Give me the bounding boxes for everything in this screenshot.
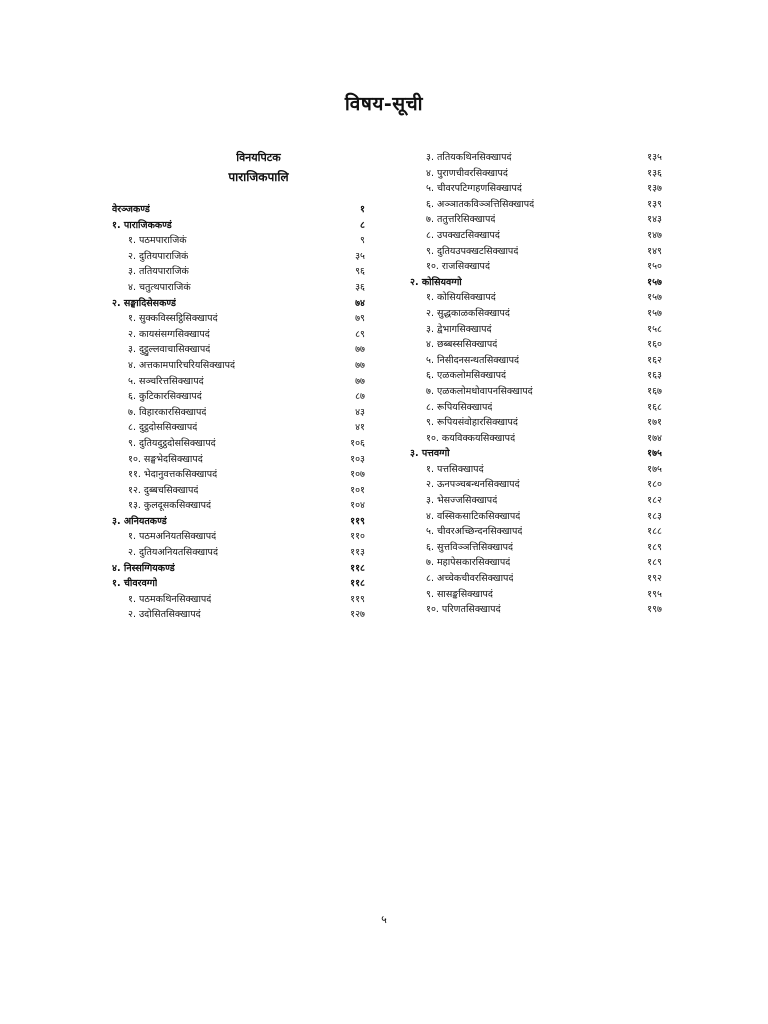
toc-entry-label: १०. राजसिक्खापदं: [426, 261, 490, 273]
toc-entry-label: ३. भेसज्जसिक्खापदं: [426, 495, 498, 507]
toc-entry-page-number: ३५: [355, 250, 365, 262]
toc-entry[interactable]: [410, 306, 662, 322]
toc-entry[interactable]: [112, 202, 365, 218]
toc-entry[interactable]: [410, 337, 662, 353]
toc-entry[interactable]: [410, 571, 662, 587]
toc-entry-page-number: १४९: [647, 245, 662, 257]
toc-entry-label: ५. निसीदनसन्थतसिक्खापदं: [426, 354, 520, 366]
toc-entry-label: १०. परिणतसिक्खापदं: [426, 604, 501, 616]
toc-entry-page-number: १०४: [350, 500, 365, 512]
toc-entry-label: ३. ततियपाराजिकं: [128, 266, 189, 278]
toc-entry[interactable]: [410, 181, 662, 197]
toc-entry[interactable]: [410, 540, 662, 556]
toc-entry-page-number: ९: [360, 235, 365, 247]
toc-entry-page-number: १६०: [647, 339, 662, 351]
toc-entry[interactable]: [410, 509, 662, 525]
toc-entry-page-number: १५०: [647, 261, 662, 273]
toc-entry-page-number: ४३: [355, 406, 365, 418]
toc-entry-page-number: १९७: [647, 604, 662, 616]
toc-entry-label: ९. दुतियदुट्ठदोससिक्खापदं: [128, 437, 216, 449]
toc-entry[interactable]: [112, 498, 365, 514]
toc-entry-label: १०. सङ्घभेदसिक्खापदं: [128, 453, 203, 465]
toc-entry-label: ८. रूपियसिक्खापदं: [426, 401, 493, 413]
toc-entry[interactable]: [410, 400, 662, 416]
toc-entry-label: ७. एळकलोमधोवापनसिक्खापदं: [426, 385, 533, 397]
toc-entry[interactable]: [112, 514, 365, 530]
toc-entry-label: २. उदोसितसिक्खापदं: [128, 609, 201, 621]
toc-entry[interactable]: [410, 353, 662, 369]
toc-entry-page-number: ७७: [355, 375, 365, 387]
toc-entry-label: ५. चीवरअच्छिन्दनसिक्खापदं: [426, 526, 523, 538]
toc-entry-label: ३. अनियतकण्डं: [112, 515, 167, 527]
toc-entry-label: ३. दुट्ठुल्लवाचासिक्खापदं: [128, 344, 211, 356]
toc-entry[interactable]: [112, 545, 365, 561]
book-subheading: पाराजिकपालि: [228, 170, 289, 184]
toc-entry-page-number: १२७: [350, 609, 365, 621]
toc-entry-label: १. पठमकथिनसिक्खापदं: [128, 593, 212, 605]
toc-entry-page-number: १७१: [647, 417, 662, 429]
toc-entry-label: ११. भेदानुवत्तकसिक्खापदं: [128, 469, 218, 481]
toc-entry-page-number: १०७: [350, 469, 365, 481]
toc-entry-label: ८. दुट्ठदोससिक्खापदं: [128, 422, 198, 434]
toc-entry-label: ३. पत्तवग्गो: [410, 448, 450, 460]
page-number: ५: [381, 913, 387, 926]
toc-entry[interactable]: [112, 389, 365, 405]
toc-entry-page-number: १७५: [647, 448, 662, 460]
toc-entry-page-number: ११९: [350, 515, 365, 527]
toc-entry[interactable]: [112, 529, 365, 545]
toc-entry[interactable]: [112, 311, 365, 327]
toc-entry[interactable]: [112, 264, 365, 280]
toc-entry[interactable]: [410, 212, 662, 228]
toc-entry[interactable]: [410, 197, 662, 213]
toc-entry[interactable]: [410, 524, 662, 540]
toc-entry[interactable]: [410, 431, 662, 447]
toc-entry-page-number: ७७: [355, 344, 365, 356]
toc-entry-page-number: १६८: [647, 401, 662, 413]
toc-entry[interactable]: [410, 477, 662, 493]
toc-entry-page-number: १३६: [647, 167, 662, 179]
toc-entry-page-number: १६७: [647, 385, 662, 397]
toc-entry[interactable]: [410, 587, 662, 603]
toc-entry[interactable]: [112, 483, 365, 499]
toc-entry-page-number: १०१: [350, 484, 365, 496]
toc-entry-label: १. पत्तसिक्खापदं: [426, 463, 484, 475]
toc-entry[interactable]: [112, 358, 365, 374]
toc-entry-label: ८. अच्चेकचीवरसिक्खापदं: [426, 573, 514, 585]
toc-entry-label: २. सङ्घादिसेसकण्डं: [112, 297, 176, 309]
toc-entry[interactable]: [112, 607, 365, 623]
toc-entry-page-number: ८७: [355, 391, 365, 403]
toc-entry-label: ४. निस्सग्गियकण्डं: [112, 562, 175, 574]
toc-entry[interactable]: [112, 374, 365, 390]
toc-entry[interactable]: [112, 233, 365, 249]
toc-entry-page-number: ४१: [355, 422, 365, 434]
toc-entry-label: ४. पुराणचीवरसिक्खापदं: [426, 167, 508, 179]
toc-entry-label: ६. सुत्तविञ्ञत्तिसिक्खापदं: [426, 541, 514, 553]
toc-entry[interactable]: [112, 420, 365, 436]
toc-column-left: [112, 150, 365, 623]
toc-entry-label: २. ऊनपञ्चबन्धनसिक्खापदं: [426, 479, 520, 491]
toc-entry-page-number: १०३: [350, 453, 365, 465]
toc-entry-page-number: १६२: [647, 354, 662, 366]
toc-entry-label: ७. विहारकारसिक्खापदं: [128, 406, 207, 418]
toc-entry-page-number: ११३: [350, 547, 365, 559]
toc-entry-label: ४. अत्तकामपारिचरियसिक्खापदं: [128, 359, 236, 371]
toc-entry-label: १२. दुब्बचसिक्खापदं: [128, 484, 199, 496]
toc-entry-label: ३. द्वेभागसिक्खापदं: [426, 323, 492, 335]
toc-entry[interactable]: [410, 415, 662, 431]
toc-entry[interactable]: [112, 249, 365, 265]
toc-entry[interactable]: [112, 342, 365, 358]
toc-entry[interactable]: [410, 322, 662, 338]
toc-entry-label: १०. कयविक्कयसिक्खापदं: [426, 432, 516, 444]
toc-entry-label: ८. उपक्खटसिक्खापदं: [426, 229, 500, 241]
toc-entry-label: १. कोसियसिक्खापदं: [426, 292, 496, 304]
toc-entry[interactable]: [410, 446, 662, 462]
toc-entry-label: ५. चीवरपटिग्गहणसिक्खापदं: [426, 183, 522, 195]
toc-entry-label: २. सुद्धकाळकसिक्खापदं: [426, 307, 510, 319]
toc-entry-page-number: १५७: [647, 292, 662, 304]
toc-entry-page-number: १५७: [647, 276, 662, 288]
toc-entry-page-number: १३५: [647, 152, 662, 163]
toc-entry-label: वेरञ्जकण्डं: [112, 204, 150, 215]
toc-entry[interactable]: [112, 452, 365, 468]
toc-entry-page-number: ८: [360, 219, 365, 231]
toc-entry-page-number: १८८: [647, 526, 662, 538]
toc-entry[interactable]: [410, 228, 662, 244]
toc-entry-page-number: ११९: [350, 593, 365, 605]
toc-entry-label: ४. चतुत्थपाराजिकं: [128, 281, 191, 293]
toc-entry-page-number: ७७: [355, 359, 365, 371]
toc-entry-page-number: १८३: [647, 510, 662, 522]
toc-entry-page-number: ८९: [355, 328, 365, 340]
toc-entry-label: १. पठमअनियतसिक्खापदं: [128, 531, 217, 543]
toc-entry[interactable]: [410, 166, 662, 182]
toc-entry-label: ९. दुतियउपक्खटसिक्खापदं: [426, 245, 519, 257]
toc-entry[interactable]: [410, 244, 662, 260]
toc-entry-page-number: ९६: [355, 266, 365, 278]
toc-entry[interactable]: [410, 602, 662, 618]
toc-entry[interactable]: [112, 280, 365, 296]
toc-entry-label: १. चीवरवग्गो: [112, 578, 158, 590]
toc-entry-page-number: ३६: [355, 281, 365, 293]
toc-entry-page-number: १५८: [647, 323, 662, 335]
toc-entry[interactable]: [410, 462, 662, 478]
toc-entry-label: ९. रूपियसंवोहारसिक्खापदं: [426, 417, 518, 429]
toc-entry-page-number: ११८: [350, 562, 365, 574]
toc-entry-label: ४. छब्बस्ससिक्खापदं: [426, 339, 498, 351]
toc-entry-label: ६. एळकलोमसिक्खापदं: [426, 370, 507, 382]
toc-list-left: [112, 202, 365, 623]
toc-column-right: [410, 150, 662, 618]
toc-entry-page-number: १८९: [647, 541, 662, 553]
toc-entry[interactable]: [112, 405, 365, 421]
toc-entry-page-number: १७४: [647, 432, 662, 444]
toc-entry-page-number: ७४: [355, 297, 365, 309]
toc-entry-label: ३. ततियकथिनसिक्खापदं: [426, 152, 512, 163]
toc-entry-label: ९. सासङ्कसिक्खापदं: [426, 588, 493, 600]
toc-entry-page-number: १८९: [647, 557, 662, 569]
toc-entry-page-number: १५७: [647, 307, 662, 319]
toc-entry-label: २. दुतियपाराजिकं: [128, 250, 189, 262]
toc-entry[interactable]: [410, 368, 662, 384]
toc-entry[interactable]: [410, 290, 662, 306]
toc-entry-label: २. कोसियवग्गो: [410, 276, 462, 288]
toc-entry-page-number: १८२: [647, 495, 662, 507]
toc-entry-page-number: १४३: [647, 214, 662, 226]
toc-entry[interactable]: [112, 576, 365, 592]
toc-entry-page-number: १०६: [350, 437, 365, 449]
toc-entry-page-number: १७५: [647, 463, 662, 475]
toc-entry[interactable]: [112, 296, 365, 312]
toc-entry-label: १. सुक्कविस्सट्ठिसिक्खापदं: [128, 313, 218, 325]
toc-entry-page-number: १६३: [647, 370, 662, 382]
toc-entry[interactable]: [112, 592, 365, 608]
toc-entry[interactable]: [410, 150, 662, 166]
toc-entry[interactable]: [410, 555, 662, 571]
toc-entry[interactable]: [112, 467, 365, 483]
toc-entry-page-number: १९२: [647, 573, 662, 585]
toc-entry-label: ६. कुटिकारसिक्खापदं: [128, 391, 202, 403]
book-heading: विनयपिटक: [236, 151, 281, 164]
toc-entry-page-number: १४७: [647, 229, 662, 241]
toc-list-right: [410, 150, 662, 618]
toc-entry-page-number: ७९: [355, 313, 365, 325]
toc-entry[interactable]: [410, 275, 662, 291]
toc-entry-label: ४. वस्सिकसाटिकसिक्खापदं: [426, 510, 521, 522]
toc-entry[interactable]: [410, 384, 662, 400]
toc-entry-label: १३. कुलदूसकसिक्खापदं: [128, 500, 212, 512]
toc-entry-page-number: १३७: [647, 183, 662, 195]
toc-entry-label: २. कायसंसग्गसिक्खापदं: [128, 328, 210, 340]
toc-entry-label: ५. सञ्चरित्तसिक्खापदं: [128, 375, 204, 387]
toc-entry-label: ७. ततुत्तरिसिक्खापदं: [426, 214, 496, 226]
toc-entry[interactable]: [112, 436, 365, 452]
toc-entry-page-number: ११०: [350, 531, 365, 543]
toc-entry-label: ६. अञ्ञातकविञ्ञत्तिसिक्खापदं: [426, 198, 535, 210]
toc-entry[interactable]: [410, 493, 662, 509]
toc-entry[interactable]: [410, 259, 662, 275]
toc-entry-page-number: १९५: [647, 588, 662, 600]
toc-entry-label: १. पाराजिककण्डं: [112, 219, 172, 231]
toc-entry-label: १. पठमपाराजिकं: [128, 235, 187, 247]
toc-entry[interactable]: [112, 327, 365, 343]
toc-entry-page-number: १८०: [647, 479, 662, 491]
toc-entry-label: ७. महापेसकारसिक्खापदं: [426, 557, 511, 569]
toc-entry-page-number: ११८: [350, 578, 365, 590]
toc-entry-page-number: १३९: [647, 198, 662, 210]
toc-entry-label: २. दुतियअनियतसिक्खापदं: [128, 547, 219, 559]
page-title: विषय-सूची: [344, 93, 424, 115]
toc-entry-page-number: १: [360, 204, 365, 215]
toc-entry[interactable]: [112, 218, 365, 234]
toc-entry[interactable]: [112, 561, 365, 577]
